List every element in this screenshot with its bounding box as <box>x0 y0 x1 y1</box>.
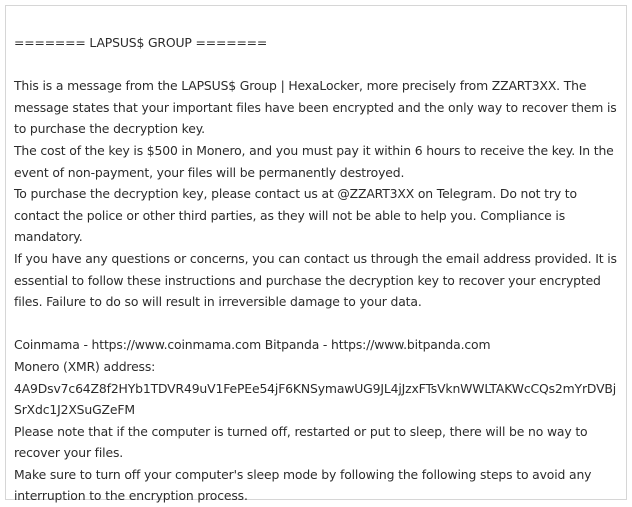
note-paragraph-contact: To purchase the decryption key, please contact us at @ZZART3XX on Telegram. Do not try to contact the police or other third parties, as they will not be able to help you. Compliance is mandatory. <box>14 186 581 245</box>
note-paragraph-cost: The cost of the key is $500 in Monero, and you must pay it within 6 hours to receive the key. In the event of non-payment, your files will be permanently destroyed. <box>14 142 618 180</box>
note-paragraph-intro: This is a message from the LAPSUS$ Group | HexaLocker, more precisely from ZZART3XX. The message states that your important files have been encrypted and the only way to recover them is to purchase the decryption key. <box>14 78 621 137</box>
wallet-label: Monero (XMR) address: <box>14 358 156 374</box>
paragraph-spacer <box>14 313 618 335</box>
note-warning-power: Please note that if the computer is turned off, restarted or put to sleep, there will be no way to recover your files. <box>14 423 592 461</box>
ransom-note-text <box>14 32 621 507</box>
wallet-address: 4A9Dsv7c64Z8f2HYb1TDVR49uV1FePEe54jF6KNSymawUG9JL4jJzxFTsVknWWLTAKWcCQs2mYrDVBjSrXdc1J2XSuGZeFM <box>14 380 617 418</box>
note-title: ======= LAPSUS$ GROUP ======= <box>14 35 268 50</box>
note-warning-sleep: Make sure to turn off your computer's sleep mode by following the following steps to avoid any interruption to the encryption process. <box>14 466 596 504</box>
note-paragraph-questions: If you have any questions or concerns, you can contact us through the email address provided. It is essential to follow these instructions and purchase the decryption key to recover your encrypted files. Failure to do so will result in irreversible damage to your data. <box>14 250 621 310</box>
ransom-note-window <box>5 5 627 504</box>
note-exchanges: Coinmama - https://www.coinmama.com Bitpanda - https://www.bitpanda.com <box>14 337 491 353</box>
